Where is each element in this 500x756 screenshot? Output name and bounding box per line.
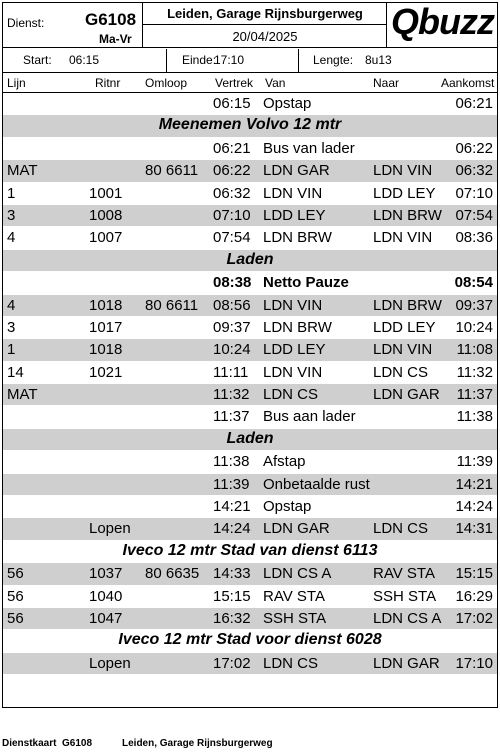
schedule-row (3, 339, 497, 361)
cell-van: LDN VIN (263, 296, 323, 314)
cell-ritnr: 1018 (89, 341, 123, 359)
cell-aankomst: 11:37 (456, 386, 493, 404)
cell-lijn: 56 (7, 565, 24, 583)
schedule-rows (3, 93, 497, 675)
section-title: Iveco 12 mtr Stad van dienst 6113 (122, 541, 378, 559)
cell-ritnr: 1007 (89, 229, 123, 247)
location-box (143, 3, 387, 48)
cell-vertrek: 09:37 (213, 318, 251, 336)
cell-vertrek: 15:15 (213, 587, 251, 605)
cell-naar: LDN BRW (373, 206, 442, 224)
cell-lijn: MAT (7, 386, 38, 404)
cell-ritnr: 1047 (89, 609, 123, 627)
cell-lijn: 56 (7, 609, 24, 627)
cell-van: Bus van lader (263, 139, 355, 157)
cell-van: LDN GAR (263, 162, 330, 180)
section-title: Iveco 12 mtr Stad voor dienst 6028 (118, 631, 382, 649)
cell-aankomst: 06:21 (455, 95, 493, 112)
cell-van: Bus aan lader (263, 408, 356, 426)
cell-vertrek: 14:24 (213, 520, 251, 538)
section-title: Laden (226, 250, 274, 268)
cell-aankomst: 11:08 (456, 341, 493, 359)
cell-aankomst: 07:10 (455, 184, 493, 202)
cell-aankomst: 17:10 (455, 654, 493, 672)
cell-vertrek: 06:21 (213, 139, 251, 157)
cell-van: LDN CS (263, 386, 319, 404)
cell-aankomst: 15:15 (455, 565, 493, 583)
col-ritnr: Ritnr (95, 76, 121, 90)
section-title-row (3, 541, 497, 563)
cell-aankomst: 07:54 (455, 206, 493, 224)
cell-naar: LDD LEY (373, 184, 436, 202)
cell-vertrek: 07:10 (213, 206, 251, 224)
section-title: Laden (226, 429, 274, 447)
cell-vertrek: 07:54 (213, 229, 251, 247)
cell-ritnr: 1021 (89, 363, 123, 381)
col-lijn: Lijn (7, 76, 26, 90)
schedule-row (3, 93, 497, 115)
column-header (3, 73, 497, 93)
col-omloop: Omloop (145, 76, 188, 90)
dienst-number: G6108 (85, 10, 137, 29)
card-header (3, 3, 497, 48)
start-label: Start: (23, 53, 52, 67)
cell-lijn: 14 (7, 363, 24, 381)
location-text: Leiden, Garage Rijnsburgerweg (143, 3, 387, 25)
schedule-row (3, 586, 497, 608)
cell-omloop: 80 6611 (145, 296, 199, 314)
cell-naar: LDN GAR (373, 654, 440, 672)
cell-van: LDN BRW (263, 229, 332, 247)
cell-naar: RAV STA (373, 565, 435, 583)
cell-vertrek: 10:24 (213, 341, 251, 359)
einde-value: 17:10 (214, 53, 245, 67)
schedule-row (3, 406, 497, 428)
schedule-row (3, 205, 497, 227)
cell-lijn: 4 (7, 296, 16, 314)
cell-ritnr: Lopen (89, 520, 131, 538)
times-divider (298, 49, 299, 72)
schedule-row (3, 272, 497, 294)
schedule-row (3, 451, 497, 473)
cell-naar: LDN VIN (373, 229, 433, 247)
footer-number: G6108 (62, 738, 93, 749)
times-bar (3, 49, 497, 73)
cell-vertrek: 11:38 (213, 453, 250, 471)
cell-vertrek: 11:11 (213, 363, 249, 381)
lengte-value: 8u13 (365, 53, 392, 67)
cell-naar: SSH STA (373, 587, 437, 605)
cell-ritnr: 1037 (89, 565, 123, 583)
cell-lijn: 1 (7, 341, 16, 359)
section-title-row (3, 630, 497, 652)
start-value: 06:15 (69, 53, 100, 67)
cell-aankomst: 14:21 (455, 475, 493, 493)
einde-label: Einde: (182, 53, 217, 67)
cell-naar: LDN VIN (373, 341, 433, 359)
cell-ritnr: Lopen (89, 654, 131, 672)
cell-aankomst: 11:38 (456, 408, 493, 426)
col-naar: Naar (373, 76, 400, 90)
footer-label: Dienstkaart (2, 738, 57, 749)
cell-vertrek: 16:32 (213, 609, 251, 627)
cell-van: LDN CS (263, 654, 319, 672)
times-divider (166, 49, 167, 72)
cell-naar: LDN CS A (373, 609, 442, 627)
cell-aankomst: 08:54 (454, 274, 493, 292)
col-vertrek: Vertrek (215, 76, 254, 90)
cell-vertrek: 14:33 (213, 565, 251, 583)
cell-lijn: 4 (7, 229, 16, 247)
schedule-row (3, 474, 497, 496)
cell-van: Netto Pauze (263, 274, 349, 292)
cell-van: SSH STA (263, 609, 327, 627)
logo-box (387, 3, 497, 48)
schedule-row (3, 362, 497, 384)
section-title-row (3, 429, 497, 451)
cell-aankomst: 06:32 (455, 162, 493, 180)
schedule-row (3, 295, 497, 317)
footer-location: Leiden, Garage Rijnsburgerweg (122, 738, 273, 749)
cell-van: LDN GAR (263, 520, 330, 538)
cell-van: Opstap (263, 95, 312, 112)
cell-van: LDN VIN (263, 184, 323, 202)
schedule-row (3, 183, 497, 205)
cell-aankomst: 14:31 (455, 520, 493, 538)
lengte-label: Lengte: (313, 53, 354, 67)
section-title-row (3, 115, 497, 137)
date-text: 20/04/2025 (232, 29, 298, 44)
cell-naar: LDN BRW (373, 296, 442, 314)
cell-omloop: 80 6635 (145, 565, 200, 583)
schedule-row (3, 138, 497, 160)
cell-lijn: 3 (7, 206, 16, 224)
cell-van: Onbetaalde rust (263, 475, 370, 493)
cell-naar: LDN CS (373, 520, 429, 538)
cell-van: LDN CS A (263, 565, 332, 583)
cell-naar: LDN VIN (373, 162, 433, 180)
schedule-row (3, 563, 497, 585)
cell-vertrek: 11:39 (213, 475, 250, 493)
cell-naar: LDN GAR (373, 386, 440, 404)
cell-van: LDN VIN (263, 363, 323, 381)
schedule-row (3, 227, 497, 249)
schedule-row (3, 653, 497, 675)
cell-naar: LDN CS (373, 363, 429, 381)
cell-van: LDD LEY (263, 341, 326, 359)
cell-lijn: 3 (7, 318, 16, 336)
cell-van: Opstap (263, 498, 312, 516)
cell-ritnr: 1017 (89, 318, 123, 336)
cell-vertrek: 11:32 (213, 386, 250, 404)
cell-lijn: MAT (7, 162, 38, 180)
cell-ritnr: 1001 (89, 184, 123, 202)
cell-van: RAV STA (263, 587, 325, 605)
cell-aankomst: 11:39 (456, 453, 493, 471)
cell-van: LDD LEY (263, 206, 326, 224)
cell-van: Afstap (263, 453, 306, 471)
cell-vertrek: 17:02 (213, 654, 251, 672)
section-title-row (3, 250, 497, 272)
cell-aankomst: 09:37 (455, 296, 493, 314)
cell-aankomst: 10:24 (455, 318, 493, 336)
cell-vertrek: 06:15 (213, 95, 251, 112)
days-label: Ma-Vr (99, 32, 132, 46)
service-card (2, 2, 498, 708)
cell-aankomst: 08:36 (455, 229, 493, 247)
cell-vertrek: 08:38 (213, 274, 252, 292)
cell-van: LDN BRW (263, 318, 332, 336)
cell-aankomst: 06:22 (455, 139, 493, 157)
cell-ritnr: 1018 (89, 296, 123, 314)
col-aankomst: Aankomst (441, 76, 495, 90)
cell-aankomst: 14:24 (455, 498, 493, 516)
cell-vertrek: 08:56 (213, 296, 251, 314)
cell-lijn: 56 (7, 587, 24, 605)
cell-aankomst: 16:29 (455, 587, 493, 605)
schedule-row (3, 384, 497, 406)
schedule-row (3, 160, 497, 182)
dienst-label: Dienst: (7, 16, 45, 30)
cell-vertrek: 06:32 (213, 184, 251, 202)
qbuzz-logo: Qbuzz (391, 1, 494, 42)
cell-lijn: 1 (7, 184, 16, 202)
schedule-row (3, 496, 497, 518)
cell-ritnr: 1008 (89, 206, 123, 224)
cell-vertrek: 06:22 (213, 162, 251, 180)
cell-vertrek: 14:21 (213, 498, 251, 516)
schedule-row (3, 518, 497, 540)
schedule-row (3, 317, 497, 339)
cell-aankomst: 11:32 (456, 363, 493, 381)
cell-vertrek: 11:37 (213, 408, 250, 426)
schedule-row (3, 608, 497, 630)
section-title: Meenemen Volvo 12 mtr (158, 116, 342, 134)
dienst-box (3, 3, 143, 48)
cell-ritnr: 1040 (89, 587, 123, 605)
cell-aankomst: 17:02 (455, 609, 493, 627)
cell-naar: LDD LEY (373, 318, 436, 336)
col-van: Van (265, 76, 286, 90)
cell-omloop: 80 6611 (145, 162, 199, 180)
